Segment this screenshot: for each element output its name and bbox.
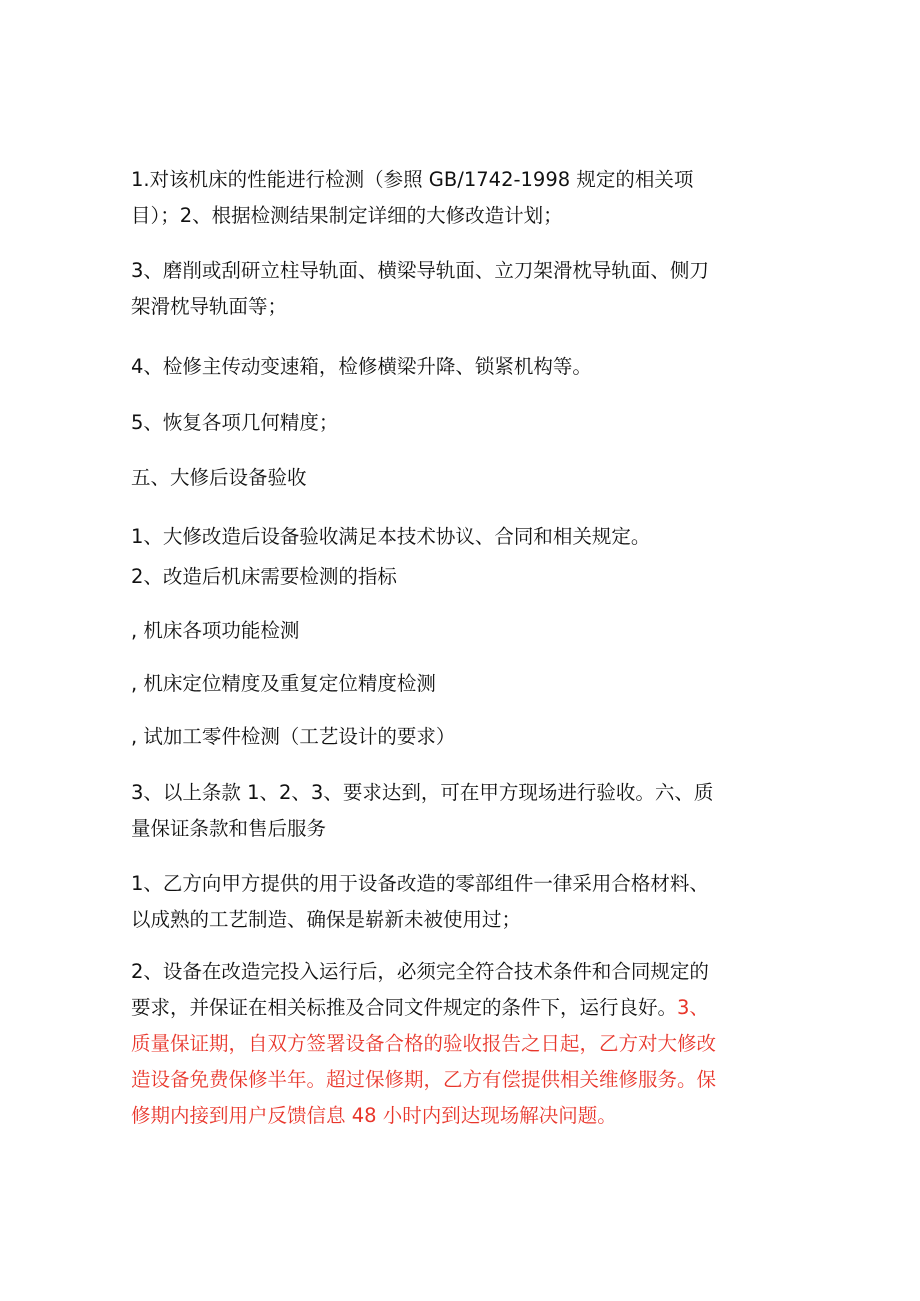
text-line: 2、改造后机床需要检测的指标 [131,565,397,588]
bullet-positioning-test [131,666,791,702]
text-line [131,990,791,1026]
highlighted-line: 造设备免费保修半年。超过保修期，乙方有偿提供相关维修服务。保 [131,1068,717,1091]
text-line: 5、恢复各项几何精度； [131,411,339,434]
text-line: 1.对该机床的性能进行检测（参照 GB/1742-1998 规定的相关项 [131,168,694,191]
paragraph-precision [131,405,791,441]
text-span: 2、设备在改造完投入运行后，必须完全符合技术条件和合同规定的 [131,960,709,983]
text-line: 1、乙方向甲方提供的用于设备改造的零部组件一律采用合格材料、 [131,872,709,895]
highlighted-line: 质量保证期，自双方签署设备合格的验收报告之日起，乙方对大修改 [131,1032,717,1055]
text-line: 架滑枕导轨面等； [131,295,288,318]
highlighted-text: 3、 [677,996,709,1019]
text-line: 3、磨削或刮研立柱导轨面、横梁导轨面、立刀架滑枕导轨面、侧刀 [131,259,709,282]
bullet-function-test [131,613,791,649]
text-line: , 机床定位精度及重复定位精度检测 [131,672,436,695]
text-line: 4、检修主传动变速箱，检修横梁升降、锁紧机构等。 [131,355,592,378]
text-span: 要求，并保证在相关标推及合同文件规定的条件下，运行良好。 [131,996,678,1019]
paragraph-acceptance-2 [131,559,791,595]
text-line: 量保证条款和售后服务 [131,817,327,840]
paragraph-inspection [131,162,791,234]
text-line [131,954,791,990]
text-line: 目）；2、根据检测结果制定详细的大修改造计划； [131,204,563,227]
text-line: 3、以上条款 1、2、3、要求达到，可在甲方现场进行验收。六、质 [131,781,714,804]
text-line: , 机床各项功能检测 [131,619,300,642]
paragraph-quality-1 [131,866,791,938]
paragraph-gearbox [131,349,791,385]
paragraph-acceptance-1 [131,519,791,555]
text-line: 五、大修后设备验收 [131,466,307,489]
highlighted-line: 修期内接到用户反馈信息 48 小时内到达现场解决问题。 [131,1104,617,1127]
bullet-trial-machining [131,719,791,755]
text-line: , 试加工零件检测（工艺设计的要求） [131,725,456,748]
paragraph-quality-2 [131,954,791,1134]
text-line: 以成熟的工艺制造、确保是崭新未被使用过； [131,908,522,931]
paragraph-acceptance-3 [131,775,791,847]
paragraph-grinding [131,253,791,325]
text-line: 1、大修改造后设备验收满足本技术协议、合同和相关规定。 [131,525,651,548]
section-heading-acceptance [131,460,791,496]
